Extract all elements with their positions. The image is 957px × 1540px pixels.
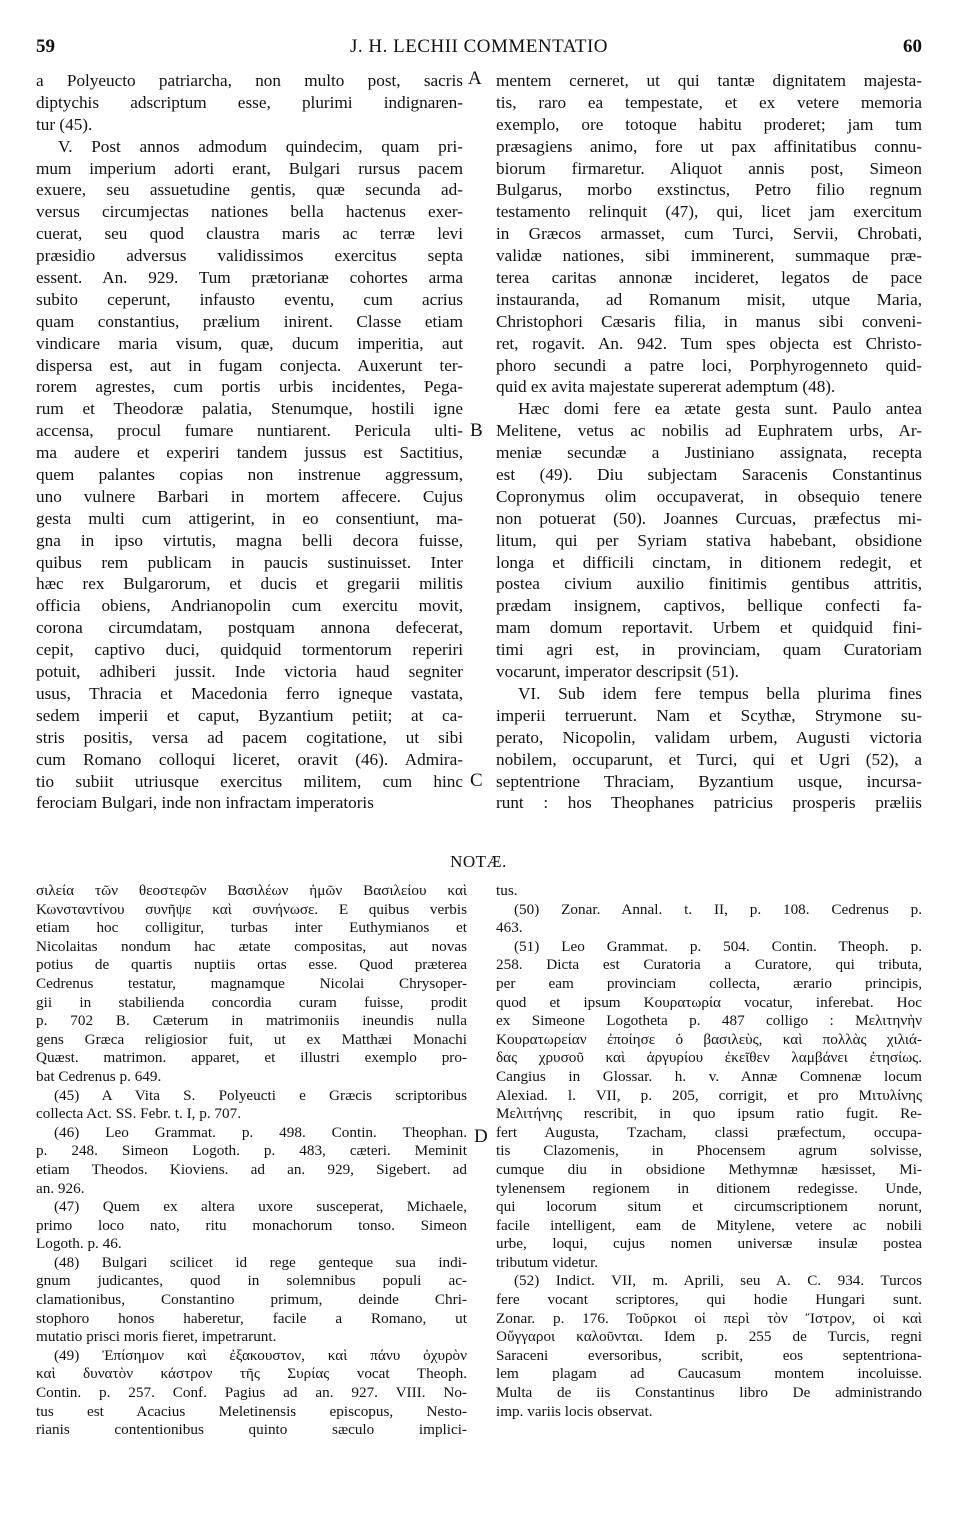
text-line: meniæ secundæ a Justiniano assignata, recepta	[496, 443, 922, 463]
text-line: stris positis, versa ad pacem cogitatione, ut sibi	[36, 727, 463, 747]
text-line: tio subiit utriusque exercitus militem, cum hinc	[36, 771, 463, 791]
text-line: biorum firmaretur. Aliquot annis post, Simeon	[496, 158, 922, 178]
text-line: postea civium auxilio finitimis gentibus attritis,	[496, 574, 922, 594]
text-line: quod et ipsum Κουρατωρία vocatur, inferebat. Hoc	[496, 993, 922, 1011]
text-line: corona circumdatam, postquam annona defecerat,	[36, 618, 463, 638]
text-line: Hæc domi fere ea ætate gesta sunt. Paulo antea	[518, 399, 922, 419]
text-line: potius de quartis nuptiis ortas esse. Quod præterea	[36, 956, 467, 974]
text-line: urbe, loqui, cujus nomen universæ insulæ postea	[496, 1235, 922, 1253]
text-line: rorem agrestes, cum portis urbis incidentes, Pega-	[36, 377, 463, 397]
notae-heading: NOTÆ.	[450, 852, 507, 871]
main-text-left-column	[36, 70, 463, 814]
text-line: 258. Dicta est Curatoria a Curatore, qui tributa,	[496, 956, 922, 974]
text-line: gesta multi cum attigerint, in eo consentiunt, ma-	[36, 508, 463, 528]
text-line: septentrione Thraciam, Byzantium usque, incursa-	[496, 771, 922, 791]
text-line: gii in stabilienda concordia curam fuisse, prodit	[36, 993, 467, 1011]
text-line: in Græcos armasset, cum Turci, Servii, Chrobati,	[496, 224, 922, 244]
notes-right-column	[496, 882, 922, 1421]
text-line: usus, Thracia et Macedonia ferro igneque vastata,	[36, 683, 463, 703]
text-line: δας χρυσοῦ καὶ ἀργυρίου ἐκεῖθεν λαμβάνει ἐτησίως.	[496, 1049, 922, 1067]
text-line: exuere, seu assuetudine gentis, quæ secunda ad-	[36, 180, 463, 200]
text-line: Christophori Cæsaris filia, in manus sibi conveni-	[496, 311, 922, 331]
text-line: tus est Acacius Meletinensis episcopus, Nesto-	[36, 1402, 467, 1420]
text-line: Quæst. matrimon. apparet, et illustri exemplo pro-	[36, 1049, 467, 1067]
text-line: uno vulnere Barbari in mortem affecere. Cujus	[36, 486, 463, 506]
text-line: mam domum reportavit. Urbem et quidquid fini-	[496, 618, 922, 638]
text-line: ma audere et experiri tandem jussus est Sactitius,	[36, 443, 463, 463]
margin-letter-d: D	[474, 1126, 488, 1147]
text-line: rum et Theodoræ palatia, Stenumque, hostili igne	[36, 399, 463, 419]
text-line: imperii terruerunt. Nam et Scythæ, Strymone su-	[496, 705, 922, 725]
text-line: instauranda, ad Romanum misit, utque Maria,	[496, 289, 922, 309]
text-line: Nicolaitas nondum hac ætate compositas, aut novas	[36, 937, 467, 955]
text-line: (47) Quem ex altera uxore susceperat, Michaele,	[54, 1198, 467, 1216]
notes-left-column	[36, 882, 467, 1440]
text-line: Saraceni eversoribus, scribit, eos septentriona-	[496, 1346, 922, 1364]
text-line: gnum judicantes, quod in solemnibus populi ac-	[36, 1272, 467, 1290]
text-line: Cedrenus testatur, magnamque Nicolai Chrysoper-	[36, 974, 467, 992]
text-line: Logoth. p. 46.	[36, 1235, 122, 1253]
text-line: cepit, captivo duci, quidquid tormentorum reperiri	[36, 640, 463, 660]
text-line: quam constantius, prælium inirent. Classe etiam	[36, 311, 463, 331]
page-number-left: 59	[36, 36, 55, 57]
text-line: quem palantes copias non instrenue aggressum,	[36, 465, 463, 485]
text-line: mentem cerneret, ut qui tantæ dignitatem majesta-	[496, 71, 922, 90]
text-line: Cangius in Glossar. h. v. Annæ Comnenæ locum	[496, 1067, 922, 1085]
text-line: ferociam Bulgari, inde non infractam imperatoris	[36, 793, 374, 813]
text-line: Alexiad. l. VII, p. 205, corrigit, et pro Μιτυλίνης	[496, 1086, 922, 1104]
text-line: (48) Bulgari scilicet id rege genteque sua indi-	[54, 1253, 467, 1271]
margin-letter-a: A	[468, 68, 482, 89]
text-line: testamento relinquit (47), qui, licet jam exercitum	[496, 202, 922, 222]
text-line: tributum videtur.	[496, 1253, 599, 1271]
text-line: Οὔγγαροι καλοῦνται. Idem p. 255 de Turcis, regni	[496, 1328, 922, 1346]
text-line: Κουρατωρείαν ἐποίησε ὁ βασιλεὺς, καὶ πολλὰς χιλιά-	[496, 1030, 922, 1048]
text-line: stophoro honos haberetur, facile a Romano, ut	[36, 1309, 467, 1327]
text-line: Μελιτήνης rescribit, in quo ipsum ratio fugit. Re-	[496, 1105, 922, 1123]
text-line: tur (45).	[36, 114, 93, 134]
text-line: gna in ipso virtutis, magna belli decora fuisse,	[36, 530, 463, 550]
text-line: a Polyeucto patriarcha, non multo post, sacris	[36, 71, 463, 90]
text-line: Bulgarus, morbo exstinctus, Petro filio regnum	[496, 180, 922, 200]
page-number-right: 60	[903, 36, 922, 57]
text-line: est (49). Diu subjectam Saracenis Constantinus	[496, 465, 922, 485]
text-line: vocarunt, imperator descripsit (51).	[496, 662, 739, 682]
text-line: καὶ δυνατὸν κάστρον τῆς Συρίας vocat Theoph.	[36, 1365, 467, 1383]
text-line: p. 248. Simeon Logoth. p. 483, cæteri. Meminit	[36, 1142, 467, 1160]
text-line: quid ex avita majestate supererat ademptum (48).	[496, 377, 836, 397]
text-line: etiam Theodos. Kioviens. ad an. 929, Sigebert. ad	[36, 1160, 467, 1178]
text-line: p. 702 B. Cæterum in matrimoniis ineundis nulla	[36, 1012, 467, 1030]
text-line: præsagiens animo, fore ut pax affinitatibus connu-	[496, 136, 922, 156]
text-line: nobilem, occuparunt, et Turci, qui et Ugri (52), a	[496, 749, 922, 769]
text-line: Κωνσταντίνου συνῆψε καὶ συνήνωσε. E quibus verbis	[36, 900, 467, 918]
text-line: præsidio adversus validissimos exercitus septa	[36, 246, 463, 266]
main-text-right-column	[496, 70, 922, 814]
text-line: sedem imperii et caput, Byzantium petiit; at ca-	[36, 705, 463, 725]
margin-letter-c: C	[470, 770, 483, 791]
text-line: diptychis adscriptum esse, plurimi indignaren-	[36, 92, 463, 112]
text-line: qui locorum situm et circumscriptionem norunt,	[496, 1198, 922, 1216]
text-line: mutatio prisci moris fieret, impetrarunt.	[36, 1328, 277, 1346]
text-line: cuerat, seu quod claustra maris ac terræ levi	[36, 224, 463, 244]
text-line: tylenensem regionem in ditionem redegisse. Unde,	[496, 1179, 922, 1197]
text-line: (50) Zonar. Annal. t. II, p. 108. Cedrenus p.	[514, 900, 922, 918]
text-line: quibus rem publicam in paucis sustinuisset. Inter	[36, 552, 463, 572]
text-line: collecta Act. SS. Febr. t. I, p. 707.	[36, 1105, 242, 1123]
text-line: phoro secundi a patre loci, Porphyrogenneto quid-	[496, 355, 922, 375]
text-line: σιλεία τῶν θεοστεφῶν Βασιλέων ἡμῶν Βασιλείου καὶ	[36, 882, 467, 899]
text-line: mum imperium adorti erant, Bulgari rursus pacem	[36, 158, 463, 178]
text-line: tis, raro ea tempestate, et ex vetere memoria	[496, 92, 922, 112]
text-line: litum, qui per Syriam stativa habebant, obsidione	[496, 530, 922, 550]
text-line: longa et difficili cinctam, in ditionem redegit, et	[496, 552, 922, 572]
text-line: imp. variis locis observat.	[496, 1402, 653, 1420]
text-line: fere vocant scriptores, qui hodie Hungari sunt.	[496, 1291, 922, 1309]
text-line: perato, Nicopolin, validam urbem, Augusti victoria	[496, 727, 922, 747]
text-line: tus.	[496, 882, 518, 899]
text-line: subito ceperunt, infausto eventu, cum acrius	[36, 289, 463, 309]
text-line: tis Clazomenis, in Phocensem agrum solvisse,	[496, 1142, 922, 1160]
text-line: terea caritas annonæ incideret, legatos de pace	[496, 268, 922, 288]
text-line: per eam provinciam collecta, ærario principis,	[496, 974, 922, 992]
text-line: prædam insignem, captivos, bellique confecti fa-	[496, 596, 922, 616]
text-line: ex Simeone Logotheta p. 487 colligo : Μελιτηνὴν	[496, 1012, 922, 1030]
text-line: Melitene, vetus ac nobilis ad Euphratem urbs, Ar-	[496, 421, 922, 441]
text-line: 463.	[496, 919, 523, 937]
text-line: (49) Ἐπίσημον καὶ ἐξακουστον, καὶ πάνυ ὀχυρὸν	[54, 1346, 467, 1364]
text-line: fert Augusta, Tzacham, classi præfectum, occupa-	[496, 1123, 922, 1141]
text-line: hæc rex Bulgarorum, et ducis et gregarii militis	[36, 574, 463, 594]
text-line: lem plagam ad Caucasum montem incoluisse.	[496, 1365, 922, 1383]
text-line: (45) A Vita S. Polyeucti e Græcis scriptoribus	[54, 1086, 467, 1104]
text-line: vindicare maria visum, quæ, ducum imperitia, aut	[36, 333, 463, 353]
text-line: versus circumjectas nationes bella hactenus exer-	[36, 202, 463, 222]
text-line: V. Post annos admodum quindecim, quam pri-	[58, 136, 463, 156]
text-line: clamationibus, Constantino primum, deinde Chri-	[36, 1291, 467, 1309]
text-line: etiam hoc colligitur, turbas inter Euthymianos et	[36, 919, 467, 937]
text-line: cum Romano colloqui liceret, oravit (46). Admira-	[36, 749, 463, 769]
margin-letter-b: B	[470, 420, 483, 441]
text-line: potuit, adhiberi jussit. Inde victoria haud segniter	[36, 662, 463, 682]
text-line: accensa, procul fumare nuntiarent. Pericula ulti-	[36, 421, 463, 441]
text-line: Zonar. p. 176. Τοῦρκοι οἱ περὶ τὸν Ἴστρον, οἱ καὶ	[496, 1309, 922, 1327]
text-line: bat Cedrenus p. 649.	[36, 1067, 162, 1085]
text-line: an. 926.	[36, 1179, 85, 1197]
text-line: non potuerat (50). Joannes Curcuas, præfectus mi-	[496, 508, 922, 528]
text-line: dispersa est, aut in fugam conjecta. Auxerunt ter-	[36, 355, 463, 375]
running-title: J. H. LECHII COMMENTATIO	[350, 36, 608, 57]
text-line: Multa de iis Constantinus libro De administrando	[496, 1384, 922, 1402]
text-line: Copronymus olim occupaverat, in obsequio tenere	[496, 486, 922, 506]
text-line: facile intelligent, eam de Mitylene, vetere ac nobili	[496, 1216, 922, 1234]
text-line: cumque diu in obsidione Methymnæ hæsisset, Mi-	[496, 1160, 922, 1178]
text-line: runt : hos Theophanes patricius prosperis præliis	[496, 793, 922, 813]
text-line: Contin. p. 257. Conf. Pagius ad an. 927. VIII. No-	[36, 1384, 467, 1402]
text-line: (52) Indict. VII, m. Aprili, seu A. C. 934. Turcos	[514, 1272, 922, 1290]
text-line: officia obiens, Andrianopolin cum exercitu movit,	[36, 596, 463, 616]
text-line: VI. Sub idem fere tempus bella plurima fines	[518, 683, 922, 703]
text-line: (46) Leo Grammat. p. 498. Contin. Theophan.	[54, 1123, 467, 1141]
text-line: exemplo, ore totoque habitu proderet; jam tum	[496, 114, 922, 134]
text-line: ret, rogavit. An. 942. Tum spes objecta est Christo-	[496, 333, 922, 353]
text-line: rianis contentionibus quinto sæculo implici-	[36, 1421, 467, 1439]
text-line: essent. An. 929. Tum prætorianæ cohortes arma	[36, 268, 463, 288]
text-line: validæ nationes, sibi imminerent, summaque præ-	[496, 246, 922, 266]
text-line: timi agri est, in provinciam, quam Curatoriam	[496, 640, 922, 660]
text-line: (51) Leo Grammat. p. 504. Contin. Theoph. p.	[514, 937, 922, 955]
page-header	[36, 36, 922, 62]
text-line: primo loco nato, ritu monachorum tonso. Simeon	[36, 1216, 467, 1234]
text-line: gens Græca religiosior fuit, ut ex Matthæi Monachi	[36, 1030, 467, 1048]
